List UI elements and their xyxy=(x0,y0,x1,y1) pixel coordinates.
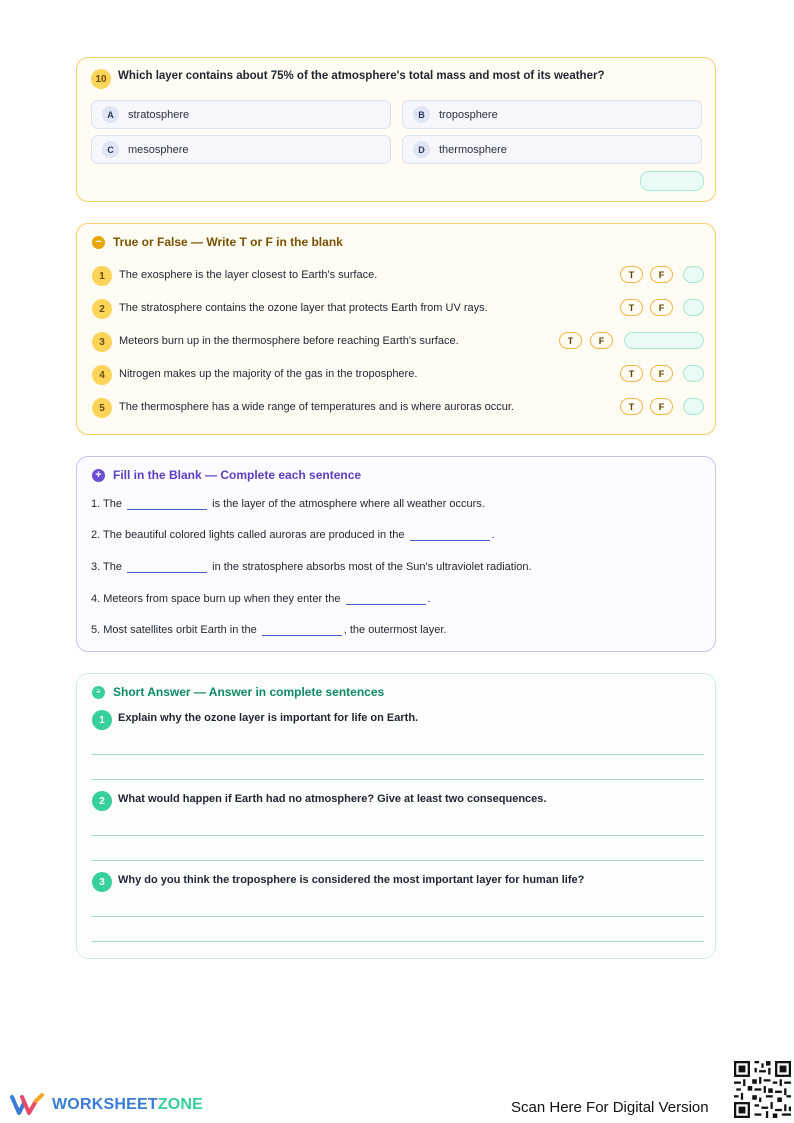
true-button[interactable]: T xyxy=(620,398,643,415)
plus-circle-icon: + xyxy=(92,469,105,482)
sentence-before: 5. Most satellites orbit Earth in the xyxy=(91,624,257,636)
blank-field[interactable] xyxy=(346,592,426,605)
sentence-after: . xyxy=(491,529,495,541)
sentence-after: in the stratosphere absorbs most of the Sun's ultraviolet radiation. xyxy=(212,561,532,573)
false-button[interactable]: F xyxy=(650,365,673,382)
option-letter: A xyxy=(102,106,119,123)
answer-line[interactable] xyxy=(92,941,704,942)
short-answer-card xyxy=(76,673,716,959)
qr-code-icon[interactable] xyxy=(734,1061,791,1118)
answer-line[interactable] xyxy=(92,754,704,755)
answer-line[interactable] xyxy=(92,835,704,836)
fill-blank-sentence xyxy=(91,528,495,541)
statement-text: The thermosphere has a wide range of temperatures and is where auroras occur. xyxy=(119,401,514,413)
section-header xyxy=(92,468,361,482)
statement-text: The stratosphere contains the ozone layer that protects Earth from UV rays. xyxy=(119,302,488,314)
false-button[interactable]: F xyxy=(650,398,673,415)
blank-field[interactable] xyxy=(410,528,490,541)
question-number-badge: 3 xyxy=(92,332,112,352)
blank-field[interactable] xyxy=(127,560,207,573)
false-button[interactable]: F xyxy=(590,332,613,349)
sentence-after: . xyxy=(427,593,431,605)
section-title: True or False — Write T or F in the blank xyxy=(113,235,343,249)
tf-row xyxy=(90,328,704,356)
true-button[interactable]: T xyxy=(620,266,643,283)
sentence-before: 2. The beautiful colored lights called auroras are produced in the xyxy=(91,529,405,541)
logo-mark-icon xyxy=(10,1093,46,1117)
fill-blank-sentence xyxy=(91,497,485,510)
sentence-before: 4. Meteors from space burn up when they enter the xyxy=(91,593,341,605)
question-number-badge: 2 xyxy=(92,299,112,319)
true-false-card xyxy=(76,223,716,435)
answer-line[interactable] xyxy=(92,779,704,780)
statement-text: Nitrogen makes up the majority of the gas in the troposphere. xyxy=(119,368,418,380)
section-title: Short Answer — Answer in complete sentences xyxy=(113,685,385,699)
question-number-badge: 4 xyxy=(92,365,112,385)
question-number-badge: 1 xyxy=(92,266,112,286)
section-title: Fill in the Blank — Complete each sentence xyxy=(113,468,362,482)
false-button[interactable]: F xyxy=(650,299,673,316)
question-text: What would happen if Earth had no atmosphere? Give at least two consequences. xyxy=(118,793,547,805)
short-answer-question xyxy=(92,710,704,780)
minus-circle-icon: − xyxy=(92,236,105,249)
fill-blank-sentence xyxy=(91,623,446,636)
question-text: Which layer contains about 75% of the atmosphere's total mass and most of its weather? xyxy=(118,70,605,82)
option-b[interactable] xyxy=(402,100,702,129)
option-letter: B xyxy=(413,106,430,123)
question-number-badge: 3 xyxy=(92,872,112,892)
sentence-after: , the outermost layer. xyxy=(343,624,447,636)
answer-line[interactable] xyxy=(92,916,704,917)
fill-blank-sentence xyxy=(91,560,532,573)
answer-field[interactable] xyxy=(683,266,704,283)
fill-blank-sentence xyxy=(91,592,431,605)
question-text: Explain why the ozone layer is important for life on Earth. xyxy=(118,712,419,724)
answer-field[interactable] xyxy=(640,171,704,191)
true-button[interactable]: T xyxy=(620,299,643,316)
answer-field[interactable] xyxy=(683,398,704,415)
option-letter: C xyxy=(102,141,119,158)
sentence-before: 3. The xyxy=(91,561,122,573)
option-text: troposphere xyxy=(439,108,498,121)
question-number-badge: 1 xyxy=(92,710,112,730)
fill-blank-card xyxy=(76,456,716,652)
option-c[interactable] xyxy=(91,135,391,164)
statement-text: The exosphere is the layer closest to Earth's surface. xyxy=(119,269,378,281)
scan-caption: Scan Here For Digital Version xyxy=(511,1099,709,1116)
multiple-choice-card xyxy=(76,57,716,202)
section-header xyxy=(92,685,384,699)
blank-field[interactable] xyxy=(262,623,342,636)
question-number-badge: 2 xyxy=(92,791,112,811)
tf-row xyxy=(90,262,704,290)
option-text: stratosphere xyxy=(128,108,190,121)
question-number-badge: 5 xyxy=(92,398,112,418)
option-d[interactable] xyxy=(402,135,702,164)
true-button[interactable]: T xyxy=(559,332,582,349)
option-letter: D xyxy=(413,141,430,158)
statement-text: Meteors burn up in the thermosphere before reaching Earth's surface. xyxy=(119,335,459,347)
option-a[interactable] xyxy=(91,100,391,129)
lines-icon: ≡ xyxy=(92,686,105,699)
option-text: mesosphere xyxy=(128,143,189,156)
question-number-badge: 10 xyxy=(91,69,111,89)
answer-line[interactable] xyxy=(92,860,704,861)
false-button[interactable]: F xyxy=(650,266,673,283)
sentence-after: is the layer of the atmosphere where all weather occurs. xyxy=(212,498,485,510)
true-button[interactable]: T xyxy=(620,365,643,382)
sentence-before: 1. The xyxy=(91,498,122,510)
blank-field[interactable] xyxy=(127,497,207,510)
short-answer-question xyxy=(92,872,704,942)
section-header xyxy=(92,235,343,249)
option-text: thermosphere xyxy=(439,143,507,156)
question-text: Why do you think the troposphere is considered the most important layer for human life? xyxy=(118,874,585,886)
answer-field[interactable] xyxy=(624,332,704,349)
tf-row xyxy=(90,394,704,422)
brand-name: WORKSHEETZONE xyxy=(52,1096,204,1113)
short-answer-question xyxy=(92,791,704,861)
answer-field[interactable] xyxy=(683,365,704,382)
answer-field[interactable] xyxy=(683,299,704,316)
tf-row xyxy=(90,295,704,323)
tf-row xyxy=(90,361,704,389)
worksheetzone-logo xyxy=(10,1093,203,1117)
